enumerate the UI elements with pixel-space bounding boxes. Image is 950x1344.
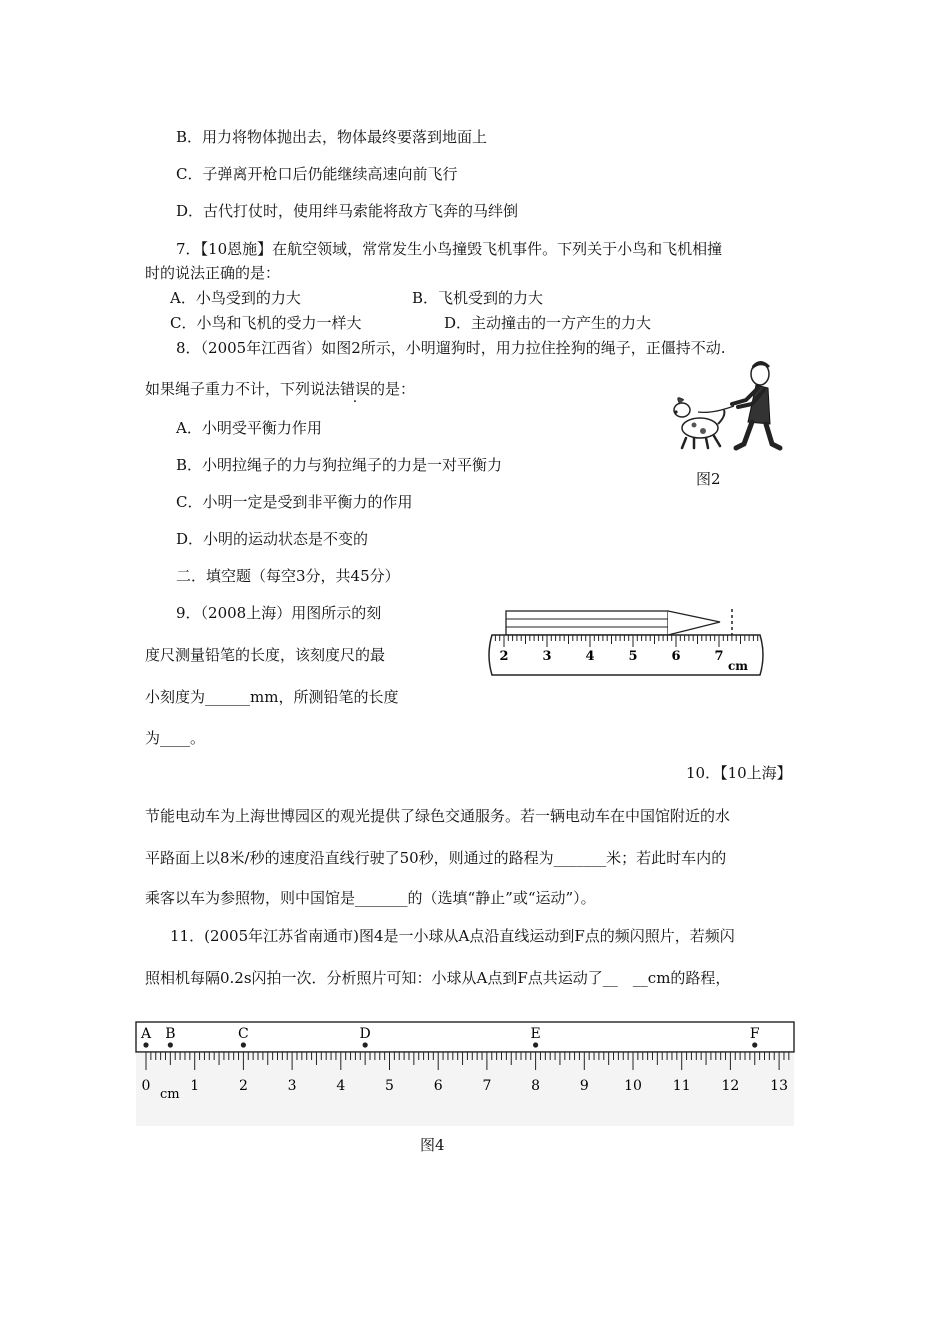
ruler-tick-label: 3 bbox=[542, 649, 552, 664]
photo-strip bbox=[136, 1022, 794, 1052]
ball-position-label: B bbox=[165, 1026, 176, 1042]
ruler-tick-label: 6 bbox=[671, 649, 681, 664]
ruler-tick-label: 7 bbox=[482, 1078, 492, 1094]
q6-option-c: C．子弹离开枪口后仍能继续高速向前飞行 bbox=[176, 165, 458, 183]
ball-position-e bbox=[533, 1042, 538, 1047]
q11-line1: 11．(2005年江苏省南通市)图4是一小球从A点沿直线运动到F点的频闪照片，若频闪 bbox=[170, 927, 735, 945]
ruler-tick-label: 5 bbox=[385, 1078, 394, 1094]
ball-position-label: D bbox=[359, 1026, 371, 1042]
q10-line1: 节能电动车为上海世博园区的观光提供了绿色交通服务。若一辆电动车在中国馆附近的水 bbox=[145, 807, 731, 825]
q9-stem-line1: 9．（2008上海）用图所示的刻 bbox=[176, 604, 382, 622]
q8-stem-line2-pre: 如果绳子重力不计，下列说法 bbox=[145, 380, 341, 398]
q7-stem-line2: 时的说法正确的是： bbox=[145, 264, 281, 282]
strobe-ruler-figure bbox=[132, 1018, 798, 1130]
ruler-tick-label: 13 bbox=[770, 1078, 789, 1094]
ruler-unit-label: cm bbox=[160, 1087, 180, 1102]
ball-position-b bbox=[168, 1042, 173, 1047]
ruler-tick-label: 2 bbox=[499, 649, 509, 664]
figure-2-caption: 图2 bbox=[696, 470, 721, 488]
section-2-title: 二．填空题（每空3分，共45分） bbox=[176, 567, 400, 585]
ball-position-label: C bbox=[238, 1026, 249, 1042]
ruler-tick-label: 12 bbox=[721, 1078, 740, 1094]
ruler-tick-label: 5 bbox=[628, 649, 638, 664]
q8-stem-line2-post: 的是： bbox=[370, 380, 416, 398]
q8-option-b: B．小明拉绳子的力与狗拉绳子的力是一对平衡力 bbox=[176, 456, 503, 474]
ball-position-d bbox=[363, 1042, 368, 1047]
q6-option-d: D．古代打仗时，使用绊马索能将敌方飞奔的马绊倒 bbox=[176, 202, 519, 220]
q10-line2: 平路面上以8米/秒的速度沿直线行驶了50秒，则通过的路程为_______米；若此时车内的 bbox=[145, 849, 727, 867]
ruler-tick-label: 11 bbox=[672, 1078, 691, 1094]
q10-line3: 乘客以车为参照物，则中国馆是_______的（选填“静止”或“运动”）。 bbox=[145, 889, 596, 907]
figure-4-caption: 图4 bbox=[420, 1136, 445, 1154]
ruler-body bbox=[136, 1052, 794, 1126]
q9-stem-line3: 小刻度为______mm，所测铅笔的长度 bbox=[145, 688, 399, 706]
ruler-tick-label: 4 bbox=[336, 1078, 346, 1094]
q11-line2: 照相机每隔0.2s闪拍一次．分析照片可知：小球从A点到F点共运动了__ __cm的路程， bbox=[145, 969, 731, 987]
pencil-tip bbox=[668, 611, 720, 635]
q8-option-d: D．小明的运动状态是不变的 bbox=[176, 530, 369, 548]
ruler-tick-label: 4 bbox=[585, 649, 595, 664]
ruler-tick-label: 10 bbox=[624, 1078, 642, 1094]
ruler-tick-label: 2 bbox=[238, 1078, 248, 1094]
ball-position-label: A bbox=[140, 1026, 152, 1042]
ruler-tick-label: 9 bbox=[579, 1078, 589, 1094]
ruler-tick-label: 6 bbox=[433, 1078, 443, 1094]
q7-option-a: A．小鸟受到的力大 bbox=[170, 289, 301, 307]
q6-option-b: B．用力将物体抛出去，物体最终要落到地面上 bbox=[176, 128, 488, 146]
q8-option-a: A．小明受平衡力作用 bbox=[176, 419, 322, 437]
pencil-ruler-figure bbox=[486, 607, 768, 679]
q7-option-d: D．主动撞击的一方产生的力大 bbox=[444, 314, 652, 332]
ball-position-label: E bbox=[530, 1026, 541, 1042]
ruler-tick-label: 3 bbox=[287, 1078, 297, 1094]
ruler-tick-label: 8 bbox=[531, 1078, 541, 1094]
pencil-body bbox=[506, 611, 668, 635]
ruler-unit-label: cm bbox=[728, 659, 749, 673]
ball-position-label: F bbox=[749, 1026, 760, 1042]
ball-position-c bbox=[241, 1042, 246, 1047]
q9-stem-line4: 为____。 bbox=[145, 729, 206, 747]
q7-option-c: C．小鸟和飞机的受力一样大 bbox=[170, 314, 362, 332]
q8-stem-line1: 8．（2005年江西省）如图2所示，小明遛狗时，用力拉住拴狗的绳子，正僵持不动. bbox=[176, 339, 726, 357]
ruler-tick-label: 7 bbox=[714, 649, 724, 664]
q7-stem-line1: 7．【10恩施】在航空领域，常常发生小鸟撞毁飞机事件。下列关于小鸟和飞机相撞 bbox=[176, 240, 723, 258]
q8-option-c: C．小明一定是受到非平衡力的作用 bbox=[176, 493, 413, 511]
q10-header: 10．【10上海】 bbox=[686, 764, 792, 782]
ball-position-f bbox=[752, 1042, 757, 1047]
boy-dog-illustration bbox=[660, 352, 802, 452]
ruler-tick-label: 1 bbox=[190, 1078, 200, 1094]
q7-option-b: B．飞机受到的力大 bbox=[412, 289, 544, 307]
q9-stem-line2: 度尺测量铅笔的长度，该刻度尺的最 bbox=[145, 646, 386, 664]
ruler-tick-label: 0 bbox=[141, 1078, 151, 1094]
q8-stem-line2 bbox=[145, 379, 415, 399]
ball-position-a bbox=[143, 1042, 148, 1047]
q8-emphasis-wrong: 错误 bbox=[340, 380, 371, 398]
